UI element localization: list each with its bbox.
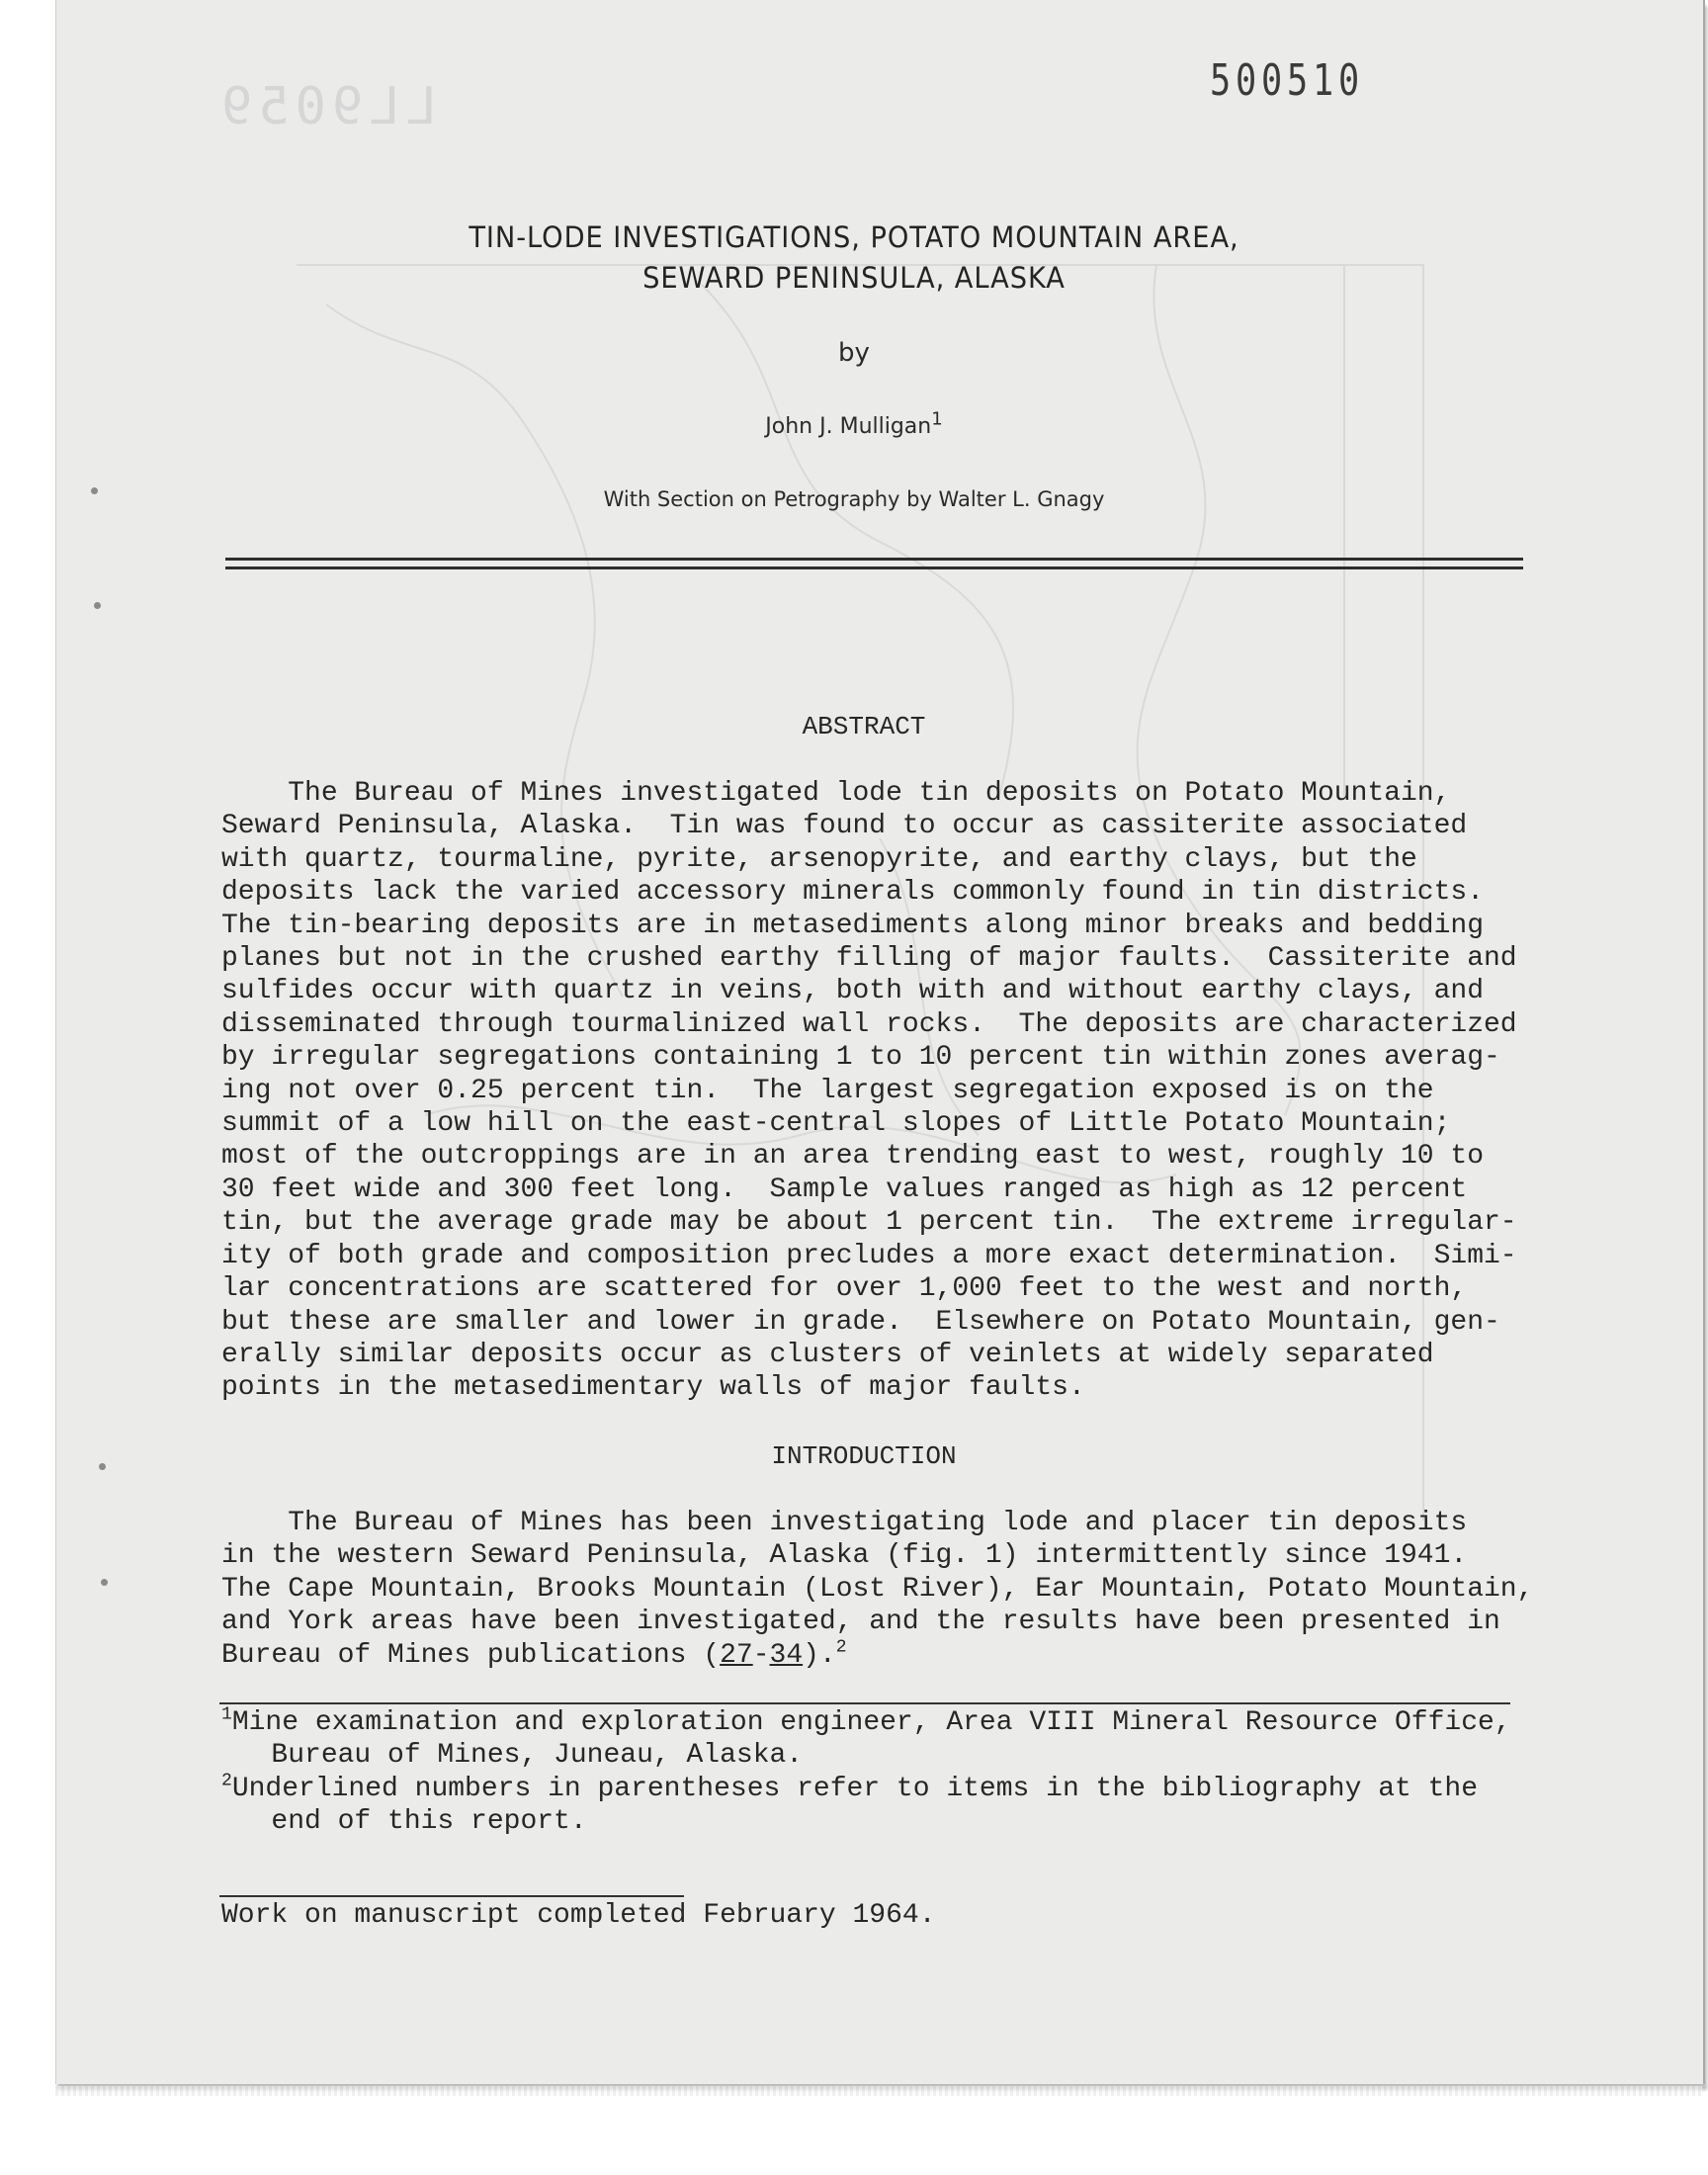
introduction-line: The Bureau of Mines has been investigating lode and placer tin deposits [221,1508,1468,1538]
footnote-mark: 2 [221,1771,232,1791]
introduction-line: and York areas have been investigated, and the results have been presented in [221,1607,1500,1638]
abstract-line: lar concentrations are scattered for over 1,000 feet to the west and north, [221,1273,1468,1305]
abstract-line: sulfides occur with quartz in veins, both with and without earthy clays, and [221,976,1485,1007]
abstract-line: most of the outcroppings are in an area trending east to west, roughly 10 to [221,1141,1485,1173]
reference-link-end[interactable]: 34 [769,1640,804,1671]
reference-dash: - [752,1640,770,1671]
abstract-line: planes but not in the crushed earthy filling of major faults. Cassiterite and [221,943,1517,975]
abstract-line: tin, but the average grade may be about 1 percent tin. The extreme irregular- [221,1207,1517,1239]
footnote-text: Underlined numbers in parentheses refer to items in the bibliography at the [231,1773,1479,1804]
abstract-line: The tin-bearing deposits are in metasediments along minor breaks and bedding [221,910,1485,941]
introduction-line: The Cape Mountain, Brooks Mountain (Lost River), Ear Mountain, Potato Mountain, [221,1573,1534,1605]
introduction-body [221,1507,1533,1639]
abstract-line: by irregular segregations containing 1 to 10 percent tin within zones averag- [221,1042,1500,1074]
intro-last-line-prefix: Bureau of Mines publications ( [221,1640,721,1671]
margin-speck [91,487,98,494]
abstract-line: The Bureau of Mines investigated lode tin deposits on Potato Mountain, [221,778,1451,809]
title-line-2: SEWARD PENINSULA, ALASKA [642,261,1066,295]
intro-footnote-mark: 2 [835,1637,847,1658]
show-through-number: LL9059 [215,77,437,136]
abstract-heading: ABSTRACT [802,712,926,741]
margin-speck [101,1579,108,1586]
footnote-line [221,1706,1511,1739]
abstract-body [221,777,1517,1405]
footnote-mark: 1 [221,1704,232,1725]
abstract-line: 30 feet wide and 300 feet long. Sample values ranged as high as 12 percent [221,1174,1468,1205]
abstract-line: disseminated through tourmalinized wall rocks. The deposits are characterized [221,1008,1517,1040]
footnote-separator [219,1702,1510,1704]
footnote-continuation: end of this report. [221,1806,587,1838]
title-line-1: TIN-LODE INVESTIGATIONS, POTATO MOUNTAIN AREA, [469,220,1239,254]
manuscript-note-rule [219,1895,684,1897]
introduction-heading: INTRODUCTION [771,1441,957,1471]
introduction-line: in the western Seward Peninsula, Alaska (fig. 1) intermittently since 1941. [221,1540,1468,1572]
margin-speck [94,602,101,609]
petrography-credit: With Section on Petrography by Walter L. Gnagy [603,487,1105,511]
document-number: 500510 [1210,55,1364,106]
footnotes [221,1706,1511,1839]
intro-last-line-suffix: ). [803,1640,836,1671]
abstract-line: summit of a low hill on the east-central slopes of Little Potato Mountain; [221,1108,1451,1140]
abstract-line: points in the metasedimentary walls of major faults. [221,1372,1085,1404]
abstract-line: deposits lack the varied accessory minerals commonly found in tin districts. [221,877,1485,909]
author-line [0,408,1708,439]
abstract-line: ing not over 0.25 percent tin. The largest segregation exposed is on the [221,1075,1434,1106]
by-line: by [838,338,870,368]
footnote-text: Mine examination and exploration engineer, Area VIII Mineral Resource Office, [231,1707,1511,1738]
author-name: John J. Mulligan [765,414,932,439]
abstract-line: with quartz, tourmaline, pyrite, arsenopyrite, and earthy clays, but the [221,843,1417,875]
footnote-continuation: Bureau of Mines, Juneau, Alaska. [221,1740,804,1772]
author-footnote-mark: 1 [931,408,943,430]
reference-link-start[interactable]: 27 [720,1640,753,1671]
introduction-last-line [221,1639,847,1672]
manuscript-note: Work on manuscript completed February 1964. [221,1900,936,1931]
abstract-line: erally similar deposits occur as clusters of veinlets at widely separated [221,1339,1434,1370]
title-rule-top [225,558,1523,561]
margin-speck [99,1463,106,1470]
abstract-line: ity of both grade and composition precludes a more exact determination. Simi- [221,1240,1517,1271]
page-edge [55,2086,1702,2096]
footnote-line [221,1773,1511,1805]
abstract-line: Seward Peninsula, Alaska. Tin was found to occur as cassiterite associated [221,811,1468,842]
abstract-line: but these are smaller and lower in grade. Elsewhere on Potato Mountain, gen- [221,1306,1500,1338]
title-rule-bottom [225,566,1523,569]
